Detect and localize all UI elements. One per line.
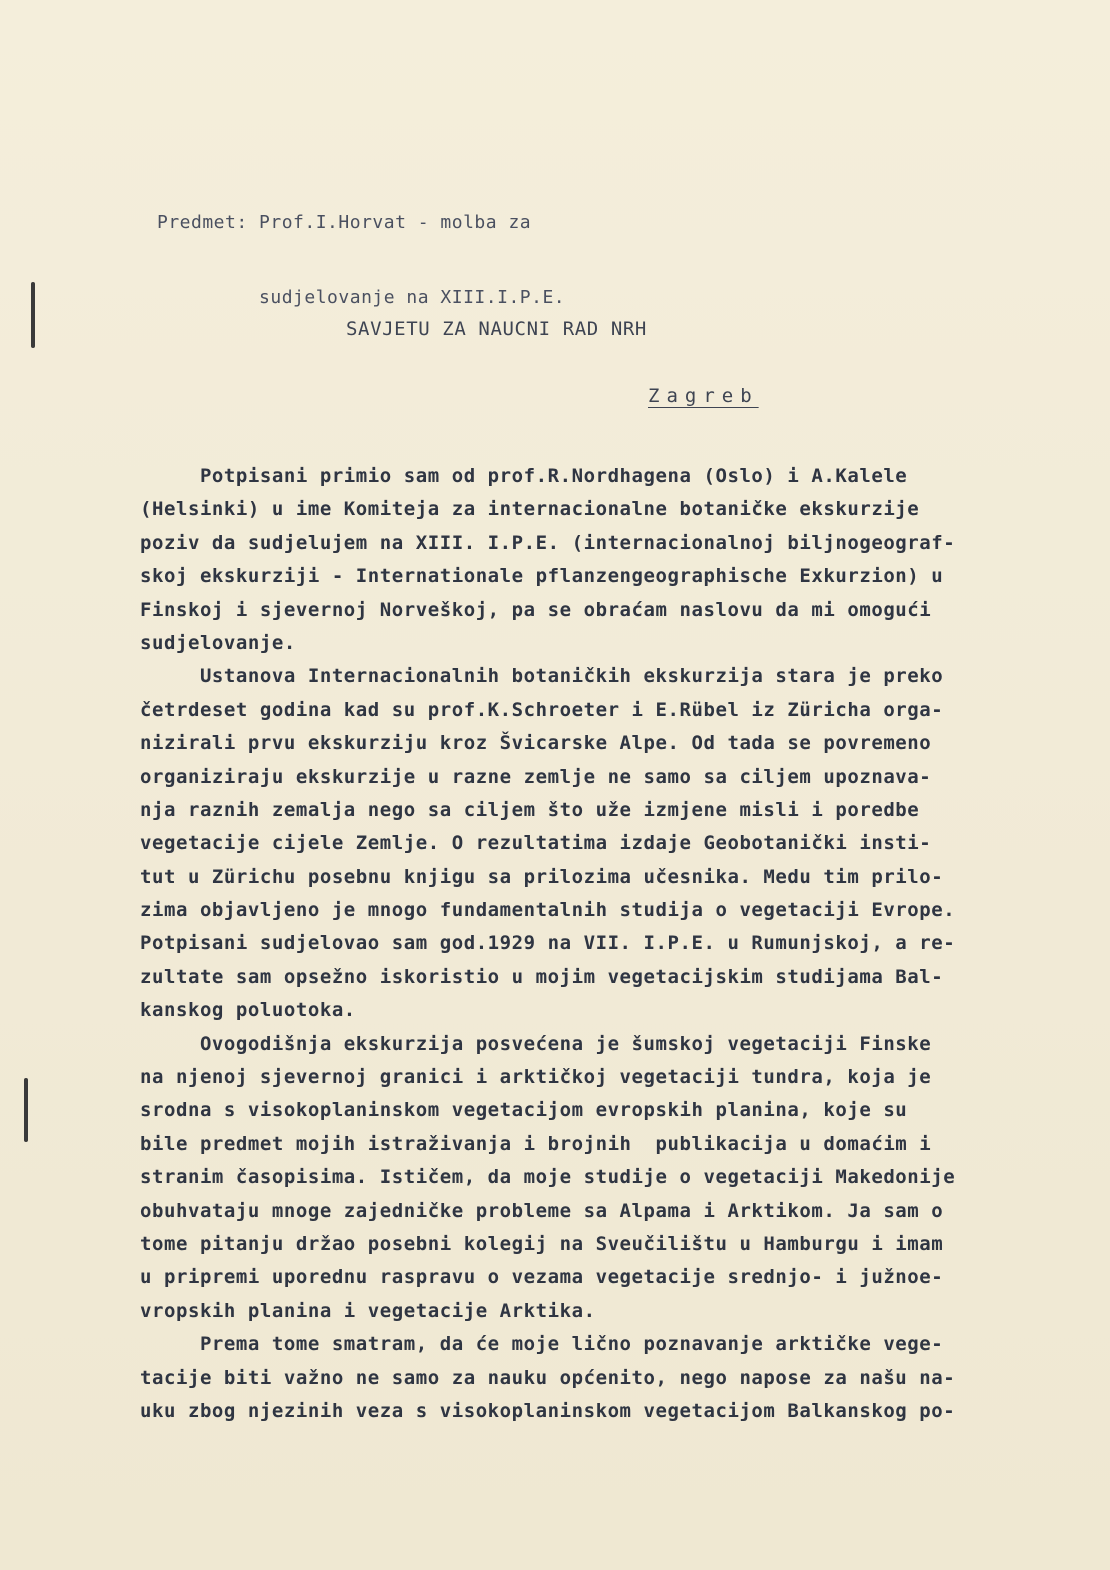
body-line: srodna s visokoplaninskom vegetacijom evropskih planina, koje su <box>140 1099 908 1122</box>
body-line: kanskog poluotoka. <box>140 999 356 1022</box>
body-line: u pripremi uporednu raspravu o vezama vegetacije srednjo- i južnoe- <box>140 1266 944 1289</box>
addressee-heading: SAVJETU ZA NAUCNI RAD NRH <box>346 318 647 340</box>
body-line: organiziraju ekskurzije u razne zemlje ne samo sa ciljem upoznava- <box>140 765 932 788</box>
body-line: vegetacije cijele Zemlje. O rezultatima izdaje Geobotanički insti- <box>140 832 932 855</box>
body-line: nizirali prvu ekskurziju kroz Švicarske Alpe. Od tada se povremeno <box>140 732 932 755</box>
body-line: zultate sam opsežno iskoristio u mojim vegetacijskim studijama Bal- <box>140 965 944 988</box>
body-line: stranim časopisima. Ističem, da moje studije o vegetaciji Makedonije <box>140 1166 956 1189</box>
body-line: nja raznih zemalja nego sa ciljem što uže izmjene misli i poredbe <box>140 798 920 821</box>
body-line: zima objavljeno je mnogo fundamentalnih studija o vegetaciji Evrope. <box>140 899 956 922</box>
body-line: skoj ekskurziji - Internationale pflanzengeographische Exkurzion) u <box>140 565 944 588</box>
binding-hole-mark-bottom <box>24 1078 28 1142</box>
body-line: tome pitanju držao posebni kolegij na Sveučilištu u Hamburgu i imam <box>140 1232 944 1255</box>
body-line: Ovogodišnja ekskurzija posvećena je šumskoj vegetaciji Finske <box>140 1032 932 1055</box>
body-line: sudjelovanje. <box>140 631 296 654</box>
body-line: Potpisani sudjelovao sam god.1929 na VII. I.P.E. u Rumunjskoj, a re- <box>140 932 956 955</box>
body-line: (Helsinki) u ime Komiteja za internacionalne botaničke ekskurzije <box>140 498 920 521</box>
body-line: četrdeset godina kad su prof.K.Schroeter i E.Rübel iz Züricha orga- <box>140 698 944 721</box>
body-line: Potpisani primio sam od prof.R.Nordhagena (Oslo) i A.Kalele <box>140 465 908 487</box>
body-line: tut u Zürichu posebnu knjigu sa prilozima učesnika. Medu tim prilo- <box>140 865 944 888</box>
body-line: vropskih planina i vegetacije Arktika. <box>140 1299 596 1322</box>
body-line: tacije biti važno ne samo za nauku općenito, nego napose za našu na- <box>140 1366 956 1389</box>
body-line: poziv da sudjelujem na XIII. I.P.E. (internacionalnoj biljnogeograf- <box>140 531 956 554</box>
subject-line-2: sudjelovanje na XIII.I.P.E. <box>157 287 566 308</box>
body-line: Prema tome smatram, da će moje lično poznavanje arktičke vege- <box>140 1333 944 1356</box>
city-heading: Zagreb <box>648 385 759 407</box>
body-line: na njenoj sjevernoj granici i arktičkoj vegetaciji tundra, koja je <box>140 1066 932 1089</box>
body-line: Ustanova Internacionalnih botaničkih ekskurzija stara je preko <box>140 665 944 688</box>
body-line: obuhvataju mnoge zajedničke probleme sa Alpama i Arktikom. Ja sam o <box>140 1199 944 1222</box>
body-line: bile predmet mojih istraživanja i brojnih publikacija u domaćim i <box>140 1132 932 1155</box>
letter-body <box>140 460 1090 1428</box>
body-line: Finskoj i sjevernoj Norveškoj, pa se obraćam naslovu da mi omogući <box>140 598 932 621</box>
subject-line-1: Predmet: Prof.I.Horvat - molba za <box>157 212 532 233</box>
binding-hole-mark-top <box>31 282 35 348</box>
body-line: uku zbog njezinih veza s visokoplaninskom vegetacijom Balkanskog po- <box>140 1399 956 1422</box>
